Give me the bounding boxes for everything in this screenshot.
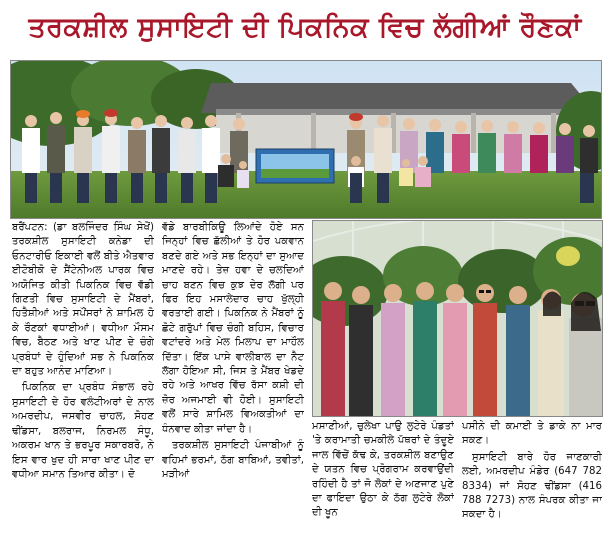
article-column-1 [12, 221, 154, 541]
headline: ਤਰਕਸ਼ੀਲ ਸੁਸਾਇਟੀ ਦੀ ਪਿਕਨਿਕ ਵਿਚ ਲੱਗੀਆਂ ਰੌਣਕਾਂ [28, 12, 582, 43]
group-photo [10, 60, 602, 219]
article-paragraph: ਬਰੈਂਪਟਨ: (ਡਾ ਬਲਜਿੰਦਰ ਸਿੰਘ ਸੇਖੋਂ) ਤਰਕਸ਼ੀਲ ਸੁਸਾਇਟੀ ਕਨੇਡਾ ਦੀ ਓਨਟਾਰੀਓ ਇਕਾਈ ਵਲੋਂ ਬੀਤੇ ਐਤਵਾਰ ਈਟੋਬੀਕੋ ਦੇ ਸੈਂਟੇਨੀਅਲ ਪਾਰਕ ਵਿਚ ਅਯੋਜਿਤ ਕੀਤੀ ਪਿਕਨਿਕ ਵਿਚ ਵੱਡੀ ਗਿਣਤੀ ਵਿਚ ਸੁਸਾਇਟੀ ਦੇ ਮੈਂਬਰਾਂ, ਹਿਤੈਸ਼ੀਆਂ ਅਤੇ ਸਪੌਂਸਰਾਂ ਨੇ ਸ਼ਾਮਿਲ ਹੋ ਕੇ ਰੌਣਕਾਂ ਵਧਾਈਆਂ। ਵਧੀਆ ਮੌਸਮ ਵਿਚ, ਬੈਠਣ ਅਤੇ ਖਾਣ ਪੀਣ ਦੇ ਚੰਗੇ ਪ੍ਰਬੰਧਾਂ ਦੇ ਹੁੰਦਿਆਂ ਸਭ ਨੇ ਪਿਕਨਿਕ ਦਾ ਬਹੁਤ ਆਨੰਦ ਮਾਣਿਆ। [12, 222, 154, 378]
article-column-2 [162, 221, 304, 541]
article-paragraph: ਪਸੀਨੇ ਦੀ ਕਮਾਈ ਤੇ ਡਾਕੇ ਨਾ ਮਾਰ ਸਕਣ। [462, 421, 602, 447]
article-column-4 [462, 420, 602, 540]
article-paragraph: ਸੁਸਾਇਟੀ ਬਾਰੇ ਹੋਰ ਜਾਣਕਾਰੀ ਲਈ, ਅਮਰਦੀਪ ਮੰਡੇਰ (647 782 8334) ਜਾਂ ਸੋਹਣ ਢੀਂਡਸਾ (416 788 7273) ਨਾਲ ਸੰਪਰਕ ਕੀਤਾ ਜਾ ਸਕਦਾ ਹੈ। [462, 451, 602, 521]
women-group-photo [312, 220, 603, 417]
article-paragraph: ਮਸਾਣੀਆਂ, ਚੁਲੇਖਾ ਪਾਉ ਲੁਟੇਰੇ ਪੰਡਤਾਂ 'ਤੇ ਕਰਾਮਾਤੀ ਚਮਕੀਲੇ ਪੱਥਰਾਂ ਦੇ ਤੰਦੂਏ ਜਾਲ ਵਿੱਚੋਂ ਕੱਢ ਕੇ, ਤਰਕਸ਼ੀਲ ਬਣਾਉਣ ਦੇ ਯਤਨ ਵਿਚ ਪ੍ਰੋਗਰਾਮ ਕਰਵਾਉਂਦੀ ਰਹਿੰਦੀ ਹੈ ਤਾਂ ਜੋ ਲੋਕਾਂ ਦੇ ਅਣਜਾਣ ਪੁਣੇ ਦਾ ਫਾਇਦਾ ਉਠਾ ਕੇ ਠੱਗ ਲੁਟੇਰੇ ਲੋਕਾਂ ਦੀ ਖੂਨ [312, 421, 454, 519]
group-photo-icon [11, 61, 601, 218]
article-paragraph: ਤਰਕਸ਼ੀਲ ਸੁਸਾਇਟੀ ਪੰਜਾਬੀਆਂ ਨੂੰ ਵਹਿਮਾਂ ਭਰਮਾਂ, ਠੱਗ ਬਾਬਿਆਂ, ਤਵੀਤਾਂ, ਮੜੀਆਂ [162, 440, 304, 480]
article-paragraph: ਪਿਕਨਿਕ ਦਾ ਪ੍ਰਬੰਧ ਸੰਭਾਲ ਰਹੇ ਸੁਸਾਇਟੀ ਦੇ ਹੋਰ ਵਲੰਟੀਅਰਾਂ ਦੇ ਨਾਲ ਅਮਰਦੀਪ, ਜਸਵੀਰ ਚਾਹਲ, ਸੋਹਣ ਢੀਂਡਸਾ, ਬਲਰਾਜ, ਨਿਰਮਲ ਸੰਧੂ, ਅਕਰਮ ਖਾਨ ਤੇ ਭਰਪੂਰ ਸਕਾਰਬਰੋ, ਨੇ ਇਸ ਵਾਰ ਖੁਦ ਹੀ ਸਾਰਾ ਖਾਣ ਪੀਣ ਦਾ ਵਧੀਆ ਸਮਾਨ ਤਿਆਰ ਕੀਤਾ। ਦੋ [12, 382, 154, 480]
article-paragraph: ਵੱਡੇ ਬਾਰਬੀਕਿਊ ਲਿਆਂਦੇ ਹੋਏ ਸਨ ਜਿਨ੍ਹਾਂ ਵਿਚ ਛੱਲੀਆਂ ਤੇ ਹੋਰ ਪਕਵਾਨ ਬਣਦੇ ਗਏ ਅਤੇ ਸਭ ਇਨ੍ਹਾਂ ਦਾ ਸੁਆਦ ਮਾਣਦੇ ਰਹੇ। ਤੇਜ਼ ਹਵਾ ਦੇ ਚਲਦਿਆਂ ਚਾਹ ਬਣਨ ਵਿਚ ਕੁਝ ਦੇਰ ਲੱਗੀ ਪਰ ਫਿਰ ਇਹ ਮਸਾਲੇਦਾਰ ਚਾਹ ਖੁੱਲ੍ਹੀ ਵਰਤਾਈ ਗਈ। ਪਿਕਨਿਕ ਨੇ ਮੈਂਬਰਾਂ ਨੂੰ ਛੋਟੇ ਗਰੁੱਪਾਂ ਵਿਚ ਚੰਗੀ ਬਹਿਸ, ਵਿਚਾਰ ਵਟਾਂਦਰੇ ਅਤੇ ਮੇਲ ਮਿਲਾਪ ਦਾ ਮਾਹੌਲ ਦਿੱਤਾ। ਇੱਕ ਪਾਸੇ ਵਾਲੀਬਾਲ ਦਾ ਨੈਟ ਲੱਗਾ ਹੋਇਆ ਸੀ, ਜਿਸ ਤੇ ਮੈਂਬਰ ਖੇਡਦੇ ਰਹੇ ਅਤੇ ਆਖਰ ਵਿੱਚ ਰੱਸਾ ਕਸ਼ੀ ਦੀ ਜ਼ੋਰ ਅਜਮਾਈ ਵੀ ਹੋਈ। ਸੁਸਾਇਟੀ ਵਲੋਂ ਸਾਰੇ ਸ਼ਾਮਿਲ ਵਿਅਕਤੀਆਂ ਦਾ ਧੰਨਵਾਦ ਕੀਤਾ ਜਾਂਦਾ ਹੈ। [162, 222, 304, 435]
women-group-photo-icon [313, 221, 602, 416]
article-column-3 [312, 420, 454, 540]
